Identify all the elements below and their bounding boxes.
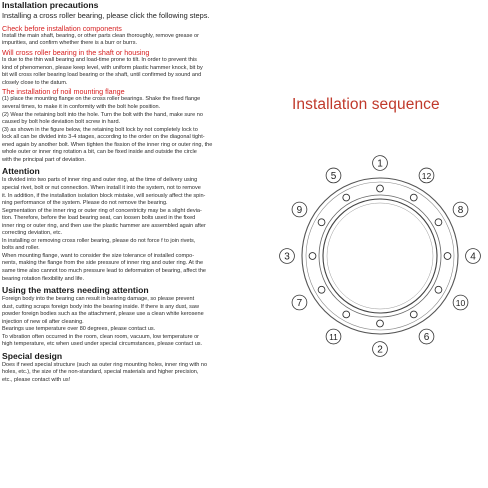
attention-line: bolts and roller. (2, 245, 40, 252)
bolt-label-number: 3 (284, 251, 290, 263)
flange-heading: The installation of noil mounting flange (2, 87, 125, 97)
bolt-label-number: 5 (330, 170, 337, 182)
using-line: injection of new oil after cleaning. (2, 318, 84, 325)
check-heading: Check before installation components (2, 23, 122, 33)
attention-line: it. In addition, if the installation isolation block mistake, will seriously affect the spin- (2, 192, 206, 199)
bolt-label (373, 342, 388, 357)
using-line: high temperature, etc when used under special circumstances, please contact us. (2, 341, 203, 348)
flange-line: (2) Wear the retaining bolt into the hole. Turn the bolt with the hand, make sure no (2, 111, 203, 118)
using-heading: Using the matters needing attention (2, 285, 149, 296)
bolt-label (453, 295, 468, 310)
flange-line: (3) as shown in the figure below, the retaining bolt lock by not completely lock to (2, 126, 198, 133)
bolt-hole (435, 219, 442, 226)
bolt-label (292, 202, 307, 217)
attention-line: ning performance of the system. Please do not remove the bearing. (2, 200, 168, 207)
wcb-heading: Will cross roller bearing in the shaft or housing (2, 47, 150, 57)
bolt-hole (309, 253, 316, 260)
bolt-label-number: 6 (423, 331, 430, 343)
check-line: impurities, and confirm whether there is a burr or burrs. (2, 40, 138, 47)
bolt-hole (377, 185, 384, 192)
wcb-line: bit will cross roller bearing load bearing or the shaft, until confirmed by sound and (2, 72, 202, 79)
bolt-hole (318, 286, 325, 293)
installation-sequence-title: Installation sequence (292, 96, 440, 113)
bolt-label (453, 202, 468, 217)
flange-line: several times, to make it in conformity with the bolt hole position. (2, 104, 161, 111)
attention-line: inner ring or outer ring, and then use the plastic hammer are assembled again after (2, 222, 206, 229)
attention-line: bearing rotation flexibility and life. (2, 275, 85, 282)
attention-line: special rivet, bolt or nut connection. When install it into the system, not to remove (2, 184, 201, 191)
bolt-label (280, 249, 295, 264)
bolt-label-number: 9 (296, 204, 303, 216)
bolt-label (373, 156, 388, 171)
bolt-label (292, 295, 307, 310)
bolt-hole (410, 311, 417, 318)
special-line: Does if need special structure (such as outer ring mounting holes, inner ring with no (2, 361, 208, 368)
bolt-sequence-diagram (282, 158, 488, 368)
intro-text: Installing a cross roller bearing, please click the following steps. (2, 11, 210, 20)
using-line: powder foreign bodies such as the attachment, please use a clean white kerosene (2, 311, 204, 318)
check-line: Install the main shaft, bearing, or other parts clean thoroughly, remove grease or (2, 32, 199, 39)
bolt-label-number: 4 (470, 251, 476, 263)
bolt-hole (343, 311, 350, 318)
bolt-label (326, 168, 341, 183)
special-heading: Special design (2, 350, 63, 361)
special-line: etc., please contact with us! (2, 376, 71, 383)
bolt-label-number: 10 (455, 297, 466, 308)
attention-line: Segmentation of the inner ring or outer ring of concentricity may be a slight devia- (2, 207, 202, 214)
bearing-rings (302, 178, 458, 334)
bolt-hole (318, 219, 325, 226)
bolt-label-number: 1 (377, 158, 383, 170)
flange-line: ened again by another bolt. When tighten the fission of the inner ring or outer ring, the (2, 141, 213, 148)
bolt-hole (343, 194, 350, 201)
bolt-label (466, 249, 481, 264)
attention-line: correcting deviation, etc. (2, 230, 63, 237)
using-line: dust, cutting scraps foreign body into the bearing inside. If there is any dust, saw (2, 303, 200, 310)
bolt-label-number: 2 (377, 344, 383, 356)
attention-line: tion. Therefore, before the load bearing seat, can loosen bolts used in the fixed (2, 215, 196, 222)
bolt-label-number: 11 (329, 331, 338, 342)
bolt-label-number: 7 (296, 297, 303, 309)
bolt-label (326, 329, 341, 344)
bolt-hole (444, 253, 451, 260)
bolt-label-number: 12 (421, 170, 432, 181)
wcb-line: closely close to the datum. (2, 79, 68, 86)
bolt-label-number: 8 (457, 204, 464, 216)
flange-line: (1) place the mounting flange on the cross roller bearings. Shake the fixed flange (2, 96, 201, 103)
attention-line: same time also cannot too much pressure lead to deformation of bearing, affect the (2, 267, 207, 274)
bolt-hole (410, 194, 417, 201)
bolt-hole (435, 286, 442, 293)
bolt-label (419, 168, 434, 183)
using-line: Bearings use temperature over 80 degrees, please contact us. (2, 326, 156, 333)
using-line: Foreign body into the bearing can result in bearing damage, so please prevent (2, 296, 195, 303)
attention-line: nents, making the flange from the side pressure of inner ring and outer ring. At the (2, 260, 204, 267)
flange-line: whole outer or inner ring rotation a bit, can be fixed inside and outside the circle (2, 149, 197, 156)
bolt-holes (309, 185, 451, 327)
wcb-line: Is due to the thin wall bearing and load-time prone to tilt. In order to prevent this (2, 57, 197, 64)
attention-line: In installing or removing cross roller bearing, please do not force f to join rivets, (2, 237, 196, 244)
bolt-labels (280, 156, 481, 357)
instructions-column (2, 0, 284, 488)
flange-line: caused by bolt hole deviation bolt screw in hard. (2, 119, 121, 126)
bolt-hole (377, 320, 384, 327)
special-line: holes, etc.), the size of the non-standard, special materials and higher precision, (2, 369, 199, 376)
page-title: Installation precautions (2, 0, 99, 10)
attention-heading: Attention (2, 166, 40, 177)
attention-line: When mounting flange, want to consider the size tolerance of installed compo- (2, 252, 195, 259)
flange-line: lock all can be divided into 3-4 stages, according to the order on the diagonal tight- (2, 134, 205, 141)
attention-line: Is divided into two parts of inner ring and outer ring, at the time of delivery using (2, 177, 198, 184)
wcb-line: kind of phenomenon, please keep level, with uniform plastic hammer knock, bit by (2, 64, 203, 71)
bolt-label (419, 329, 434, 344)
using-line: To vibration often occurred in the room, clean room, vacuum, low temperature or (2, 333, 200, 340)
flange-line: with the principal part of deviation. (2, 156, 86, 163)
